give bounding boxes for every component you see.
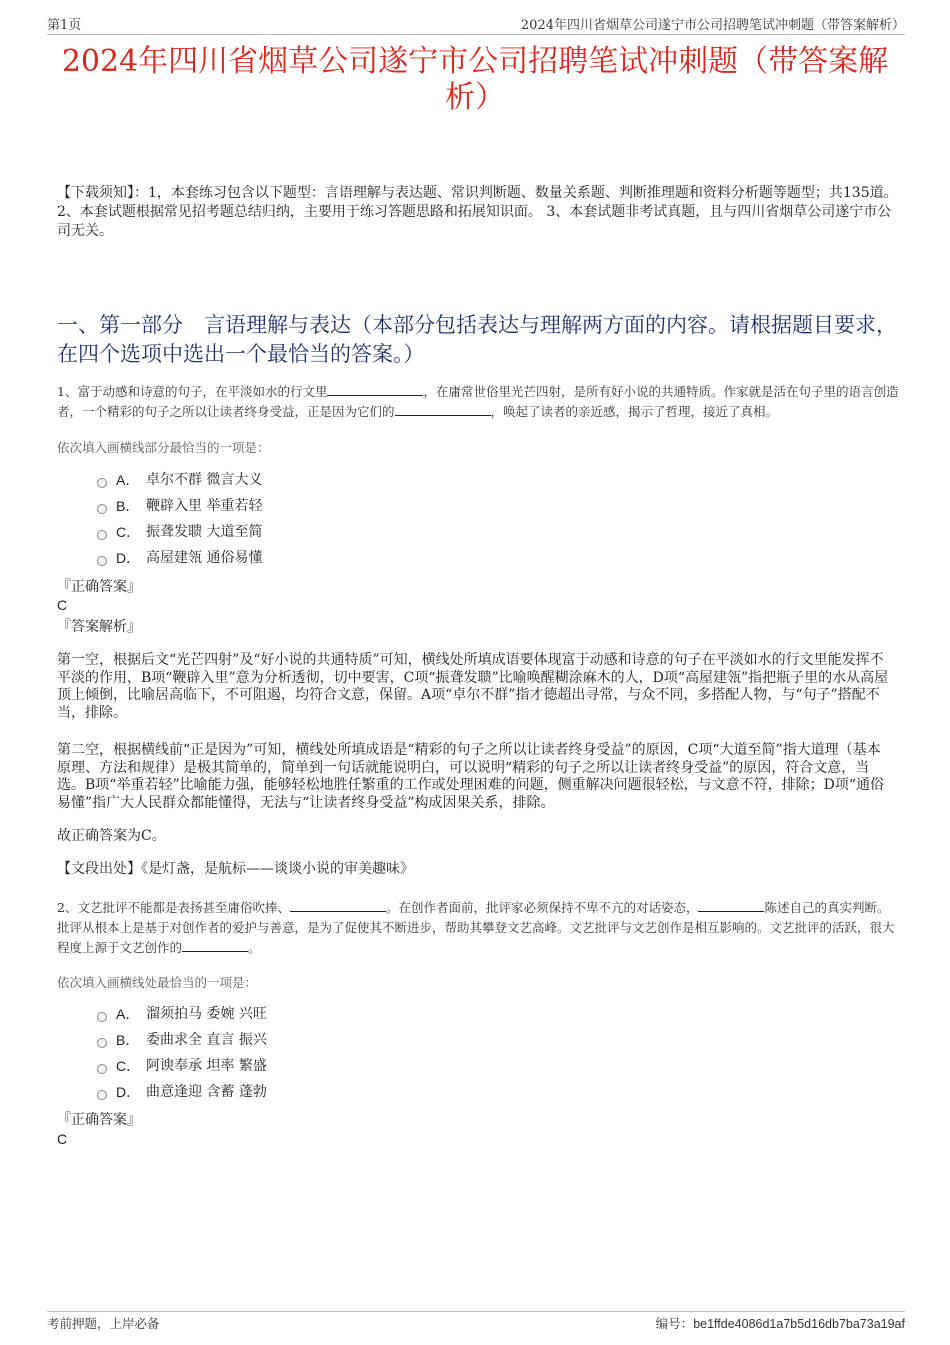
option-text: 振聋发聩 大道至简 (146, 524, 263, 540)
question-2-prompt: 依次填入画横线处最恰当的一项是： (57, 975, 258, 990)
answer-label: 『正确答案』 (57, 579, 141, 595)
page-footer (47, 1311, 905, 1334)
option-c[interactable] (97, 1053, 267, 1079)
page-header (47, 12, 905, 35)
radio-icon[interactable] (97, 556, 107, 566)
question-1-options (97, 467, 262, 571)
question-2-text-a: 2、文艺批评不能都是表扬甚至庸俗吹捧、 (57, 900, 290, 915)
fill-blank (395, 404, 491, 416)
option-b[interactable] (97, 1027, 267, 1053)
fill-blank (290, 900, 386, 912)
option-letter: C． (116, 524, 141, 540)
question-2-text-d: 。 (248, 940, 261, 955)
radio-icon[interactable] (97, 504, 107, 514)
option-letter: C． (116, 1058, 141, 1074)
option-letter: A． (116, 1006, 140, 1022)
question-1-text-b: ，在庸常世俗里光芒四射，是所有好小说的共通特质。作家就是活在句子里的语言创造者，一个精彩的句子之所以让读者终身受益，正是因为它们的 (57, 384, 899, 419)
radio-icon[interactable] (97, 530, 107, 540)
question-2-text-b: 。在创作者面前，批评家必须保持不卑不亢的对话姿态， (385, 900, 699, 915)
option-a[interactable] (97, 467, 262, 493)
analysis-label: 『答案解析』 (57, 619, 141, 635)
question-2-options (97, 1001, 267, 1105)
fill-blank (698, 900, 764, 912)
option-c[interactable] (97, 519, 262, 545)
question-1-text-c: ，唤起了读者的亲近感，揭示了哲理，接近了真相。 (490, 404, 779, 419)
section-title: 一、第一部分 言语理解与表达（本部分包括表达与理解两方面的内容。请根据题目要求，在四个选项中选出一个最恰当的答案。） (57, 313, 897, 366)
answer-label: 『正确答案』 (57, 1112, 141, 1128)
option-text: 溜须拍马 委婉 兴旺 (146, 1006, 267, 1022)
header-doc-name: 2024年四川省烟草公司遂宁市公司招聘笔试冲刺题（带答案解析） (520, 18, 905, 33)
radio-icon[interactable] (97, 1090, 107, 1100)
answer-value: C (57, 597, 68, 613)
radio-icon[interactable] (97, 1012, 107, 1022)
footer-code-label: 编号： (655, 1316, 694, 1331)
option-letter: B． (116, 498, 140, 514)
answer-conclusion: 故正确答案为C。 (57, 828, 166, 844)
question-2-stem (57, 898, 900, 958)
question-1-text-a: 1、富于动感和诗意的句子，在平淡如水的行文里 (57, 384, 328, 399)
option-d[interactable] (97, 545, 262, 571)
radio-icon[interactable] (97, 1038, 107, 1048)
option-letter: D． (116, 1084, 141, 1100)
option-a[interactable] (97, 1001, 267, 1027)
option-letter: B． (116, 1032, 140, 1048)
document-title: 2024年四川省烟草公司遂宁市公司招聘笔试冲刺题（带答案解析） (61, 44, 889, 115)
analysis-paragraph-2: 第二空，根据横线前“正是因为”可知，横线处所填成语是“精彩的句子之所以让读者终身受益”的原因，C项“大道至简”指大道理（基本原理、方法和规律）是极其简单的，简单到一句话就能说明白，可以说明“精彩的句子之所以让读者终身受益”的原因，符合文意，当选。B项“举重若轻”比喻能力强，能够轻松地胜任繁重的工作或处理困难的问题，侧重解决问题很轻松，与文意不符，排除；D项“通俗易懂”指广大人民群众都能懂得，无法与“让读者终身受益”构成因果关系，排除。 (57, 742, 884, 811)
option-text: 卓尔不群 微言大义 (146, 472, 263, 488)
footer-id (656, 1314, 905, 1332)
page-number: 第1页 (47, 18, 82, 33)
question-2-text-c: 陈述自己的真实判断。批评从根本上是基于对创作者的爱护与善意，是为了促使其不断进步，帮助其攀登文艺高峰。文艺批评与文艺创作是相互影响的。文艺批评的活跃，很大程度上源于文艺创作的 (57, 900, 895, 955)
download-notice: 【下载须知】：1，本套练习包含以下题型：言语理解与表达题、常识判断题、数量关系题、判断推理题和资料分析题等题型；共135道。 2、本套试题根据常见招考题总结归纳，主要用于练习答题思路和拓展知识面。 3、本套试题非考试真题，且与四川省烟草公司遂宁市公司无关。 (57, 185, 898, 239)
footer-slogan: 考前押题，上岸必备 (47, 1316, 160, 1331)
radio-icon[interactable] (97, 1064, 107, 1074)
option-text: 阿谀奉承 坦率 繁盛 (146, 1058, 267, 1074)
option-text: 曲意逢迎 含蓄 蓬勃 (146, 1084, 267, 1100)
footer-code: be1ffde4086d1a7b5d16db7ba73a19af (693, 1317, 905, 1331)
analysis-paragraph-1: 第一空，根据后文“光芒四射”及“好小说的共通特质”可知，横线处所填成语要体现富于动感和诗意的句子在平淡如水的行文里能发挥不平淡的作用，B项“鞭辟入里”意为分析透彻，切中要害，C项“振聋发聩”比喻唤醒糊涂麻木的人，D项“高屋建瓴”指把瓶子里的水从高屋顶上倾倒，比喻居高临下，不可阻遏，均符合文意，保留。A项“卓尔不群”指才德超出寻常，与众不同，多搭配人物，与“句子”搭配不当，排除。 (57, 652, 889, 721)
source-citation: 【文段出处】《是灯盏，是航标——谈谈小说的审美趣味》 (57, 861, 414, 877)
option-text: 鞭辟入里 举重若轻 (146, 498, 263, 514)
radio-icon[interactable] (97, 478, 107, 488)
fill-blank (182, 940, 248, 952)
fill-blank (327, 384, 423, 396)
option-letter: D． (116, 550, 141, 566)
option-letter: A． (116, 472, 140, 488)
answer-value: C (57, 1131, 68, 1147)
option-b[interactable] (97, 493, 262, 519)
question-1-prompt: 依次填入画横线部分最恰当的一项是： (57, 440, 270, 455)
option-d[interactable] (97, 1079, 267, 1105)
option-text: 委曲求全 直言 振兴 (146, 1032, 267, 1048)
option-text: 高屋建瓴 通俗易懂 (146, 550, 263, 566)
question-1-stem (57, 382, 900, 422)
